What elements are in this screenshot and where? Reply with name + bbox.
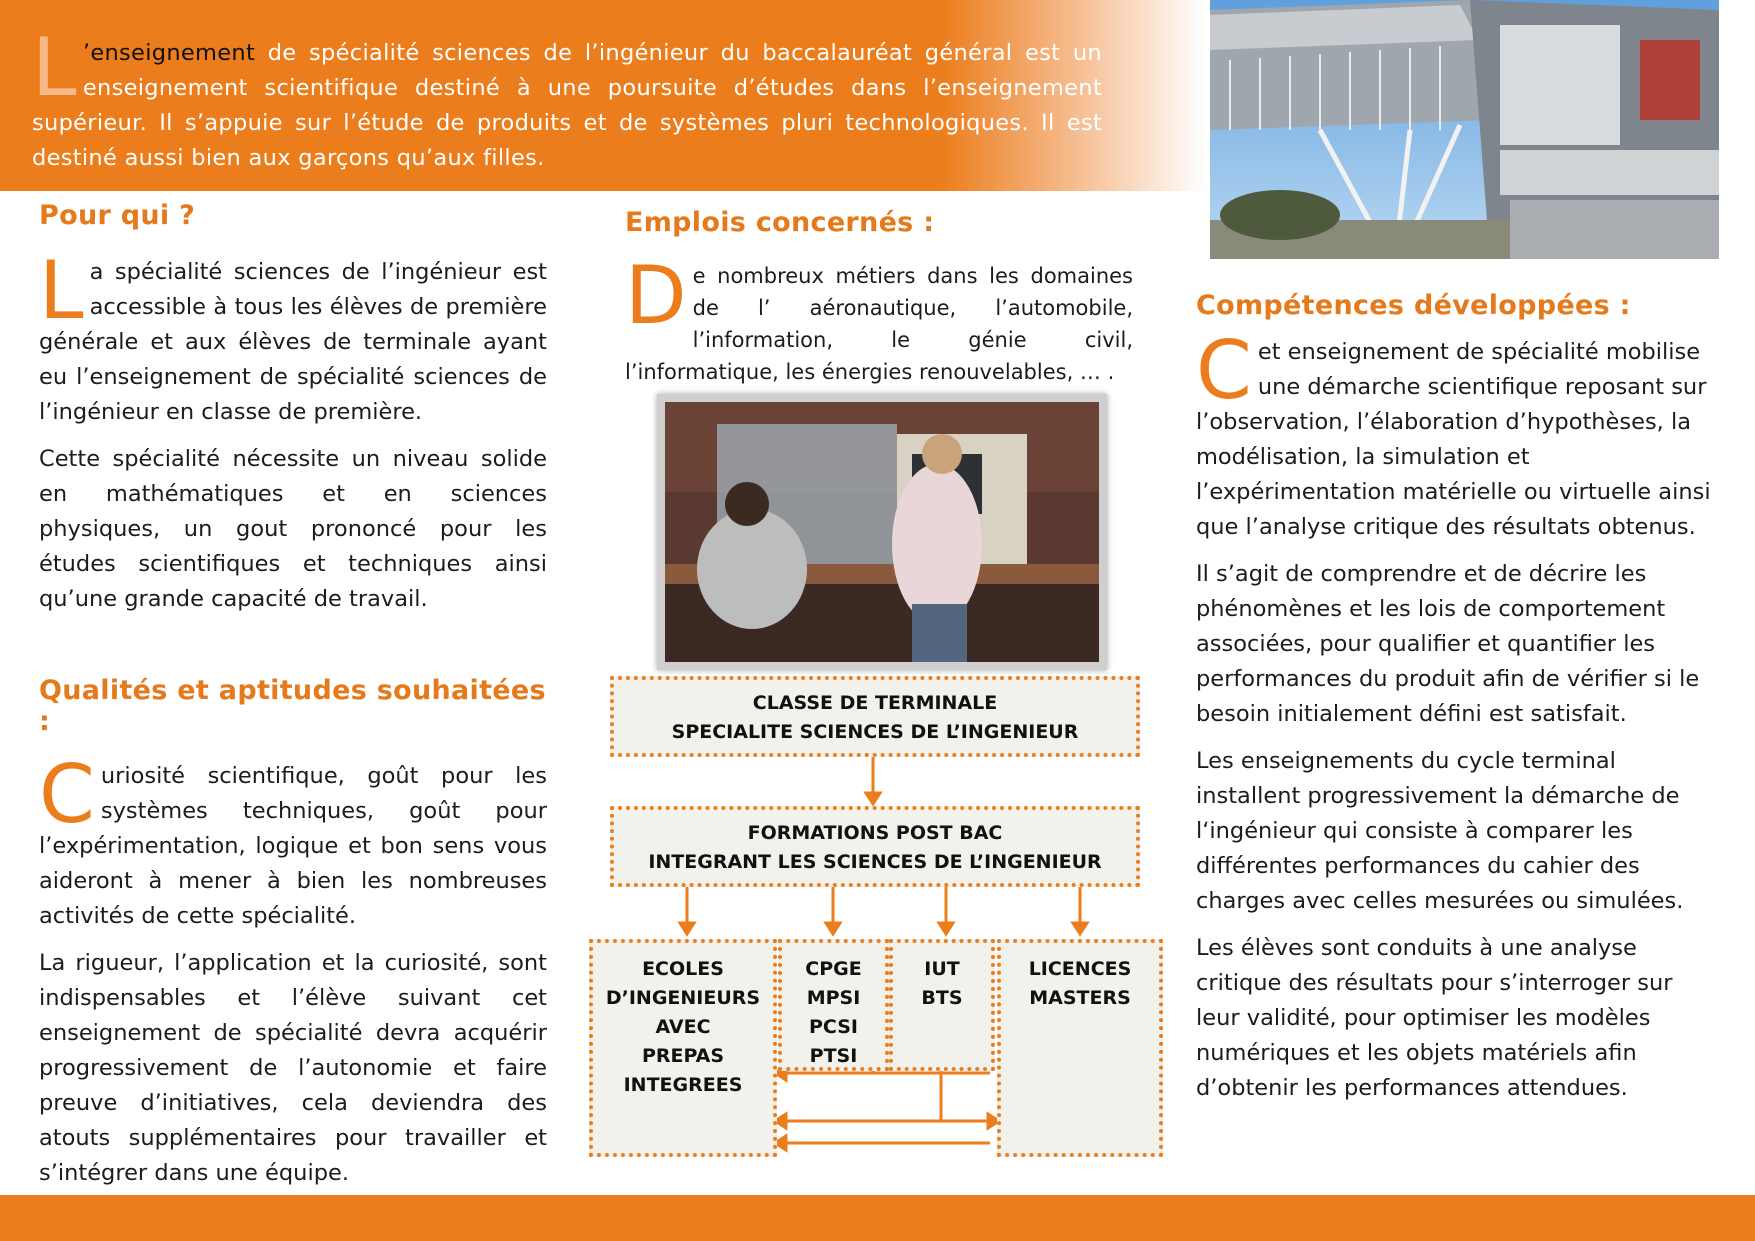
pour-qui-title: Pour qui ?	[39, 200, 196, 231]
box1-line2: SPECIALITE SCIENCES DE L’INGENIEUR	[671, 721, 1079, 743]
box2-line1: FORMATIONS POST BAC	[747, 822, 1003, 844]
competences-text-1: et enseignement de spécialité mobilise une démarche scientifique reposant sur l’observation, l’élaboration d’hypothèses, la modélisation, la simulation et l’expérimentation matérielle ou virtuelle ainsi que l’analyse critique des résultats obtenus.	[1196, 339, 1711, 540]
box-ecoles-ingenieurs	[589, 939, 777, 1157]
box2-line2: INTEGRANT LES SCIENCES DE L’INGENIEUR	[648, 851, 1102, 873]
competences-title: Compétences développées :	[1196, 290, 1631, 321]
licences-line2: MASTERS	[1029, 987, 1131, 1009]
iut-line2: BTS	[921, 987, 963, 1009]
ecoles-line2: D’INGENIEURS	[605, 987, 761, 1009]
pour-qui-dropcap: L	[39, 244, 84, 337]
intro-dropcap: L	[32, 21, 77, 114]
iut-line1: IUT	[924, 958, 960, 980]
cpge-line3: PCSI	[809, 1016, 858, 1038]
qualites-text-1: uriosité scientifique, goût pour les systèmes techniques, goût pour l’expérimentation, logique et bon sens vous aideront à mener à bien les nombreuses activités de cette spécialité.	[39, 763, 547, 929]
box-licences-masters	[997, 939, 1163, 1157]
cpge-line4: PTSI	[809, 1045, 858, 1067]
qualites-dropcap: C	[39, 748, 95, 841]
qualites-title: Qualités et aptitudes souhaitées :	[39, 675, 546, 737]
box-classe-terminale	[610, 676, 1140, 757]
competences-paragraph-3: Les enseignements du cycle terminal installent progressivement la démarche de l‘ingénieur qui consiste à comparer les différentes performances du cahier des charges avec celles mesurées ou simulées.	[1196, 748, 1684, 914]
intro-text: de spécialité sciences de l’ingénieur du baccalauréat général est un enseignement scientifique destiné à une poursuite d’études dans l’enseignement supérieur. Il s’appuie sur l’étude de produits et de systèmes pluri technologiques. Il est destiné aussi bien aux garçons qu’aux filles.	[32, 40, 1102, 171]
competences-paragraph-4: Les élèves sont conduits à une analyse critique des résultats pour s’interroger sur leur validité, pour optimiser les modèles numériques et les objets matériels afin d’obtenir les performances attendues.	[1196, 935, 1673, 1101]
pour-qui-text-1: a spécialité sciences de l’ingénieur est accessible à tous les élèves de première générale et aux élèves de terminale ayant eu l’enseignement de spécialité sciences de l’ingénieur en classe de première.	[39, 259, 547, 425]
intro-lead-word: ’enseignement	[82, 40, 256, 66]
qualites-paragraph-2: La rigueur, l’application et la curiosité, sont indispensables et l’élève suivant cet enseignement de spécialité devra acquérir progressivement de l’autonomie et faire preuve d’initiatives, cela deviendra des atouts supplémentaires pour travailler et s’intégrer dans une équipe.	[39, 950, 547, 1186]
cpge-line1: CPGE	[805, 958, 862, 980]
emplois-dropcap: D	[625, 249, 687, 342]
emplois-text: e nombreux métiers dans les domaines de l’ aéronautique, l’automobile, l’information, le génie civil, l’informatique, les énergies renouvelables, … .	[625, 264, 1133, 384]
emplois-title: Emplois concernés :	[625, 207, 935, 238]
ecoles-line4: PREPAS	[641, 1045, 725, 1067]
footer-bar	[0, 1195, 1755, 1241]
ecoles-line3: AVEC	[655, 1016, 711, 1038]
section-competences	[1196, 290, 1716, 1106]
box-iut-bts	[889, 939, 995, 1071]
pour-qui-paragraph-2: Cette spécialité nécessite un niveau solide en mathématiques et en sciences physiques, un gout prononcé pour les études scientifiques et techniques ainsi qu’une grande capacité de travail.	[39, 446, 547, 612]
ecoles-line1: ECOLES	[642, 958, 724, 980]
cpge-line2: MPSI	[806, 987, 861, 1009]
ecoles-line5: INTEGREES	[623, 1074, 743, 1096]
box-formations-post-bac	[610, 806, 1140, 887]
competences-paragraph-1	[1196, 324, 1716, 545]
box1-line1: CLASSE DE TERMINALE	[752, 692, 998, 714]
box-cpge	[778, 939, 889, 1071]
competences-dropcap: C	[1196, 324, 1252, 417]
competences-paragraph-2: Il s’agit de comprendre et de décrire les phénomènes et les lois de comportement associées, pour qualifier et quantifier les performances du produit afin de vérifier si le besoin initialement défini est satisfait.	[1196, 561, 1700, 727]
licences-line1: LICENCES	[1028, 958, 1132, 980]
